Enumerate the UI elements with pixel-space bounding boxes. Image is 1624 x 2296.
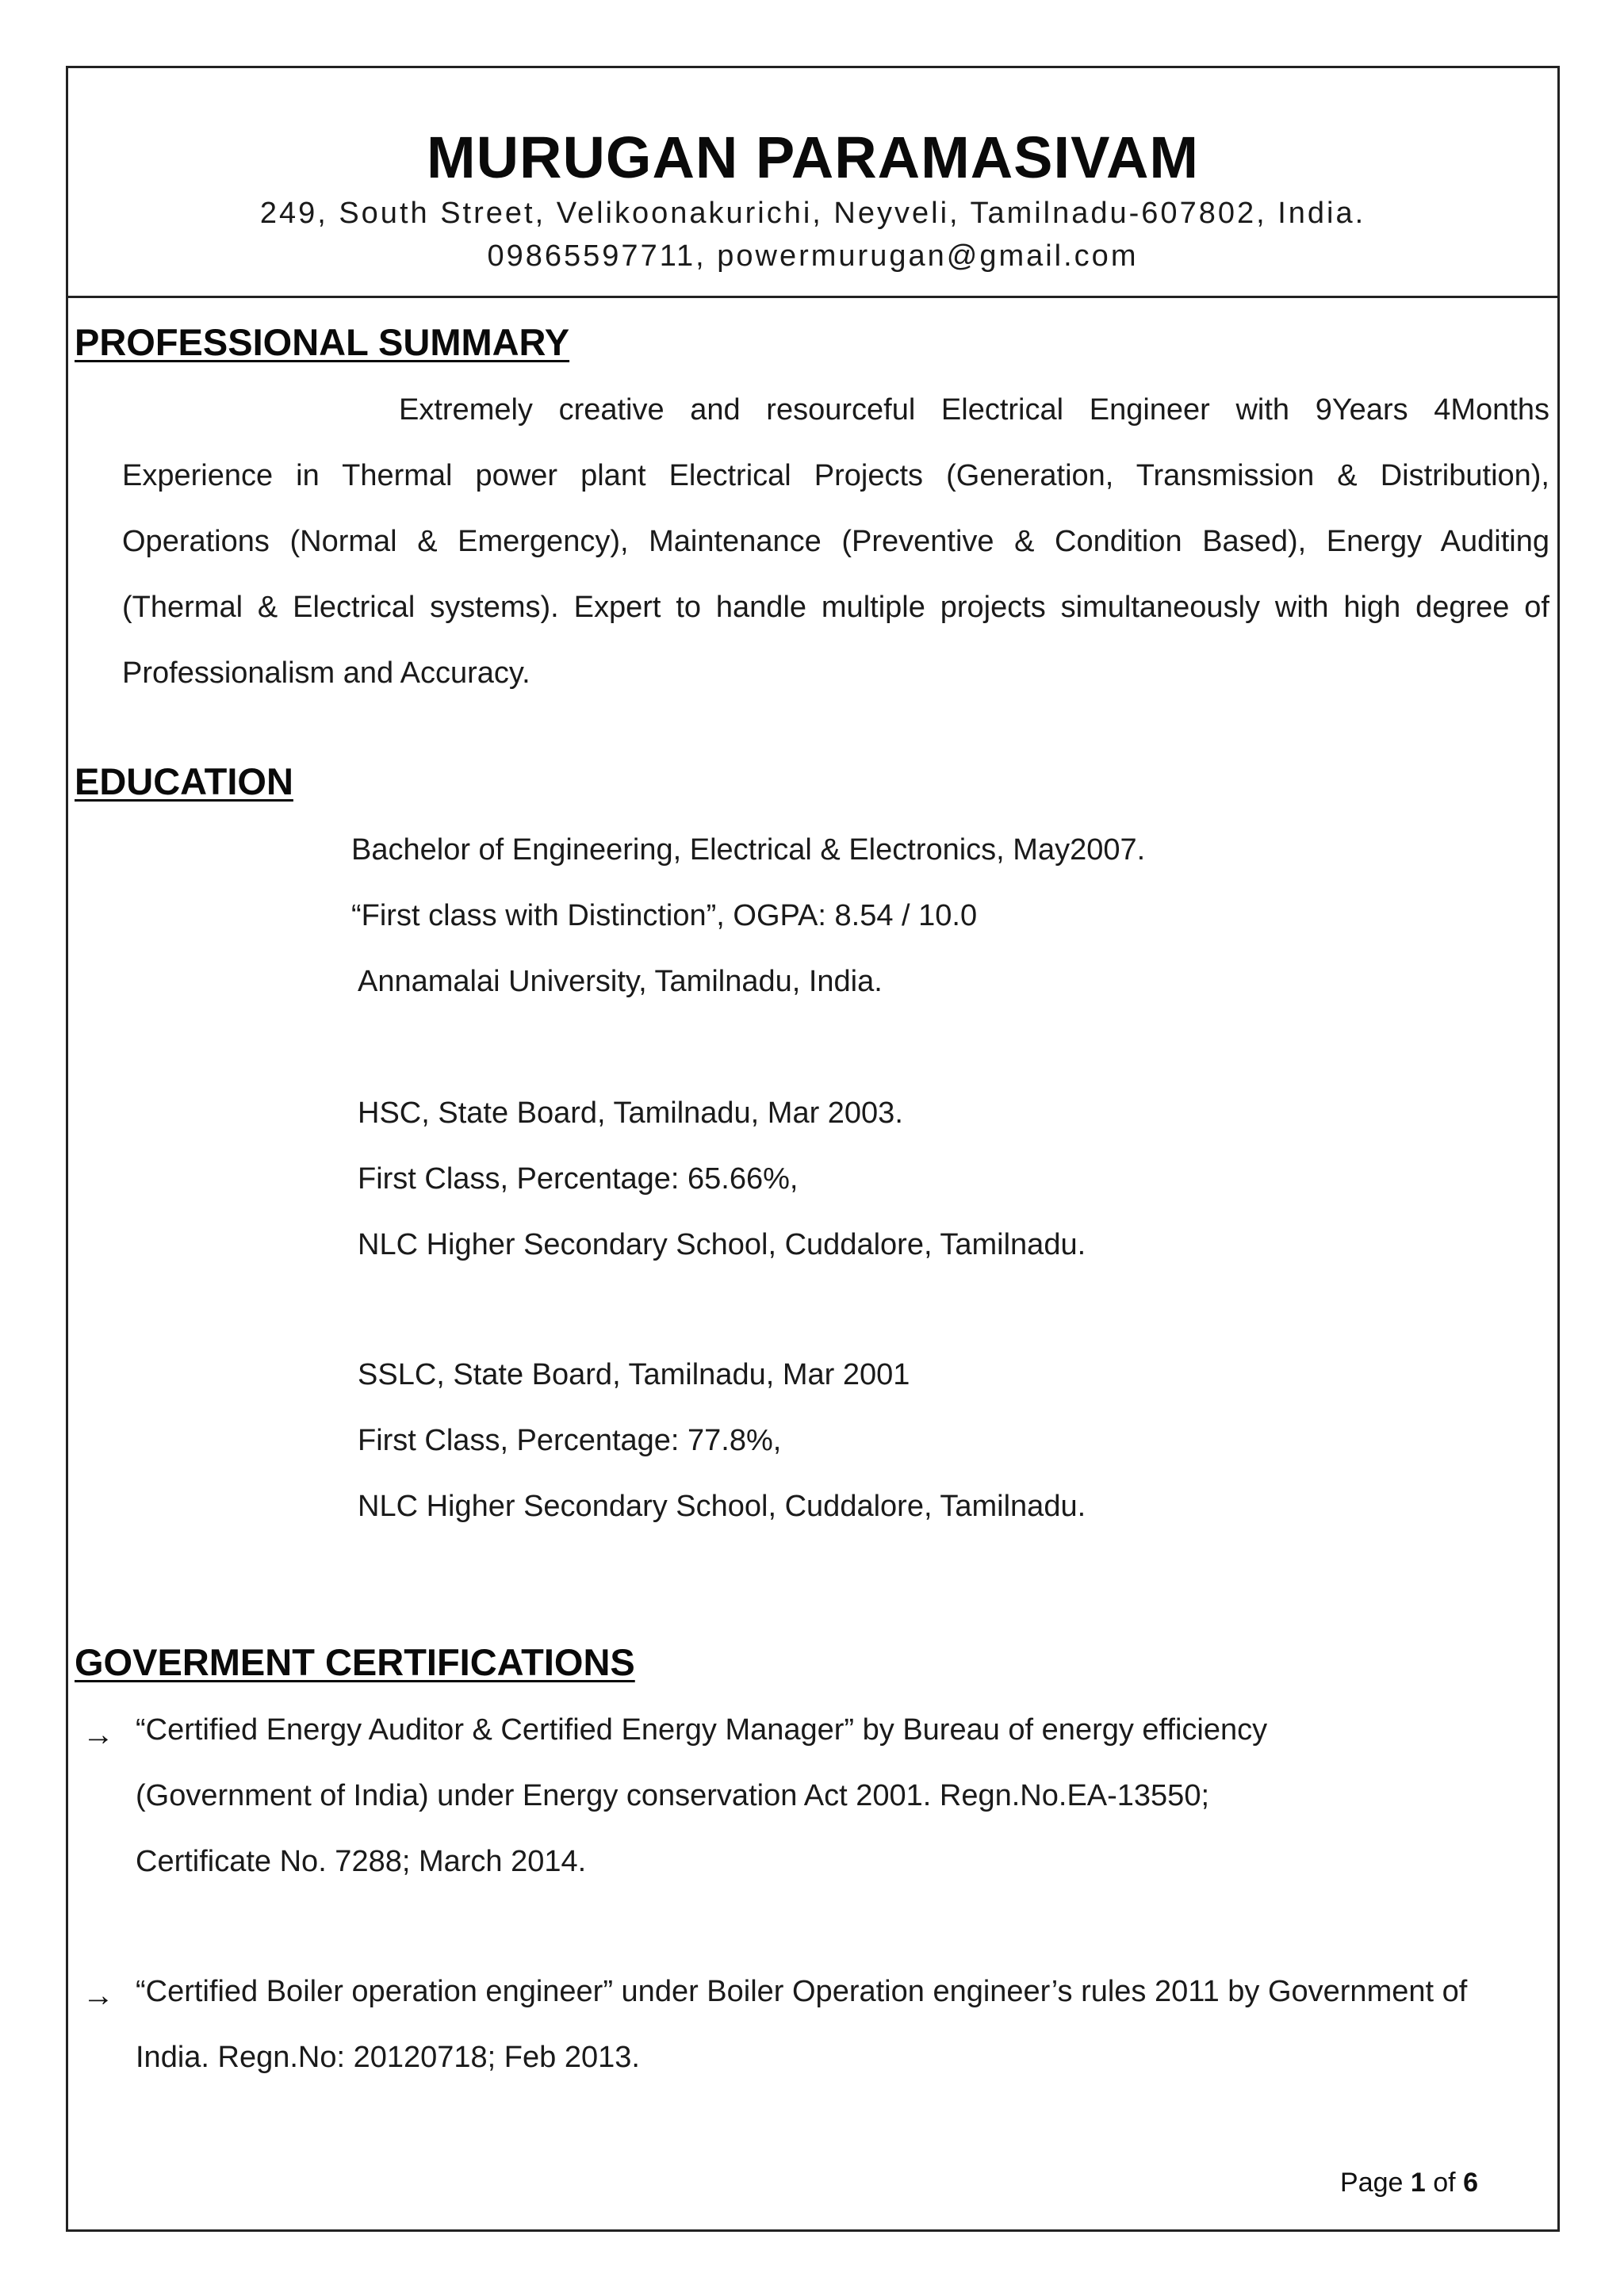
resume-header (68, 68, 1557, 298)
certification-line: “Certified Energy Auditor & Certified Energy Manager” by Bureau of energy efficiency (136, 1713, 1268, 1747)
education-degree-institution: Annamalai University, Tamilnadu, India. (358, 965, 883, 998)
contact-phone-email: 09865597711, powermurugan@gmail.com (487, 239, 1139, 273)
candidate-name: MURUGAN PARAMASIVAM (426, 124, 1200, 190)
arrow-right-icon: → (82, 1978, 114, 2013)
summary-line: Extremely creative and resourceful Electrical Engineer with 9Years 4Months (399, 393, 1549, 427)
page-number (1340, 2168, 1478, 2198)
education-sslc-grade: First Class, Percentage: 77.8%, (358, 1424, 782, 1457)
page-word: Page (1340, 2168, 1404, 2198)
certification-line: India. Regn.No: 20120718; Feb 2013. (136, 2041, 640, 2074)
summary-line: Operations (Normal & Emergency), Maintenance (Preventive & Condition Based), Energy Auditing (122, 525, 1549, 558)
education-degree-grade: “First class with Distinction”, OGPA: 8.54 / 10.0 (351, 899, 978, 932)
certification-line: (Government of India) under Energy conservation Act 2001. Regn.No.EA-13550; (136, 1779, 1210, 1812)
current-page: 1 (1410, 2168, 1426, 2198)
education-hsc: HSC, State Board, Tamilnadu, Mar 2003. (358, 1096, 903, 1130)
summary-line: (Thermal & Electrical systems). Expert to handle multiple projects simultaneously with high degree of (122, 591, 1549, 624)
resume-page-frame (66, 66, 1560, 2232)
education-sslc: SSLC, State Board, Tamilnadu, Mar 2001 (358, 1358, 910, 1391)
section-title-education: EDUCATION (75, 760, 293, 802)
education-hsc-grade: First Class, Percentage: 65.66%, (358, 1162, 799, 1196)
summary-line: Experience in Thermal power plant Electrical Projects (Generation, Transmission & Distribution), (122, 459, 1549, 492)
certification-line: Certificate No. 7288; March 2014. (136, 1845, 587, 1878)
section-title-professional-summary: PROFESSIONAL SUMMARY (75, 321, 570, 363)
certification-line: “Certified Boiler operation engineer” under Boiler Operation engineer’s rules 2011 by Government of (136, 1975, 1468, 2008)
education-sslc-institution: NLC Higher Secondary School, Cuddalore, Tamilnadu. (358, 1490, 1086, 1523)
summary-line: Professionalism and Accuracy. (122, 656, 530, 690)
education-degree: Bachelor of Engineering, Electrical & Electronics, May2007. (351, 833, 1146, 867)
arrow-right-icon: → (82, 1717, 114, 1752)
of-word: of (1433, 2168, 1456, 2198)
contact-address: 249, South Street, Velikoonakurichi, Neyveli, Tamilnadu-607802, India. (259, 197, 1366, 230)
total-pages: 6 (1463, 2168, 1478, 2198)
education-hsc-institution: NLC Higher Secondary School, Cuddalore, Tamilnadu. (358, 1228, 1086, 1261)
section-title-certifications: GOVERMENT CERTIFICATIONS (75, 1641, 635, 1683)
